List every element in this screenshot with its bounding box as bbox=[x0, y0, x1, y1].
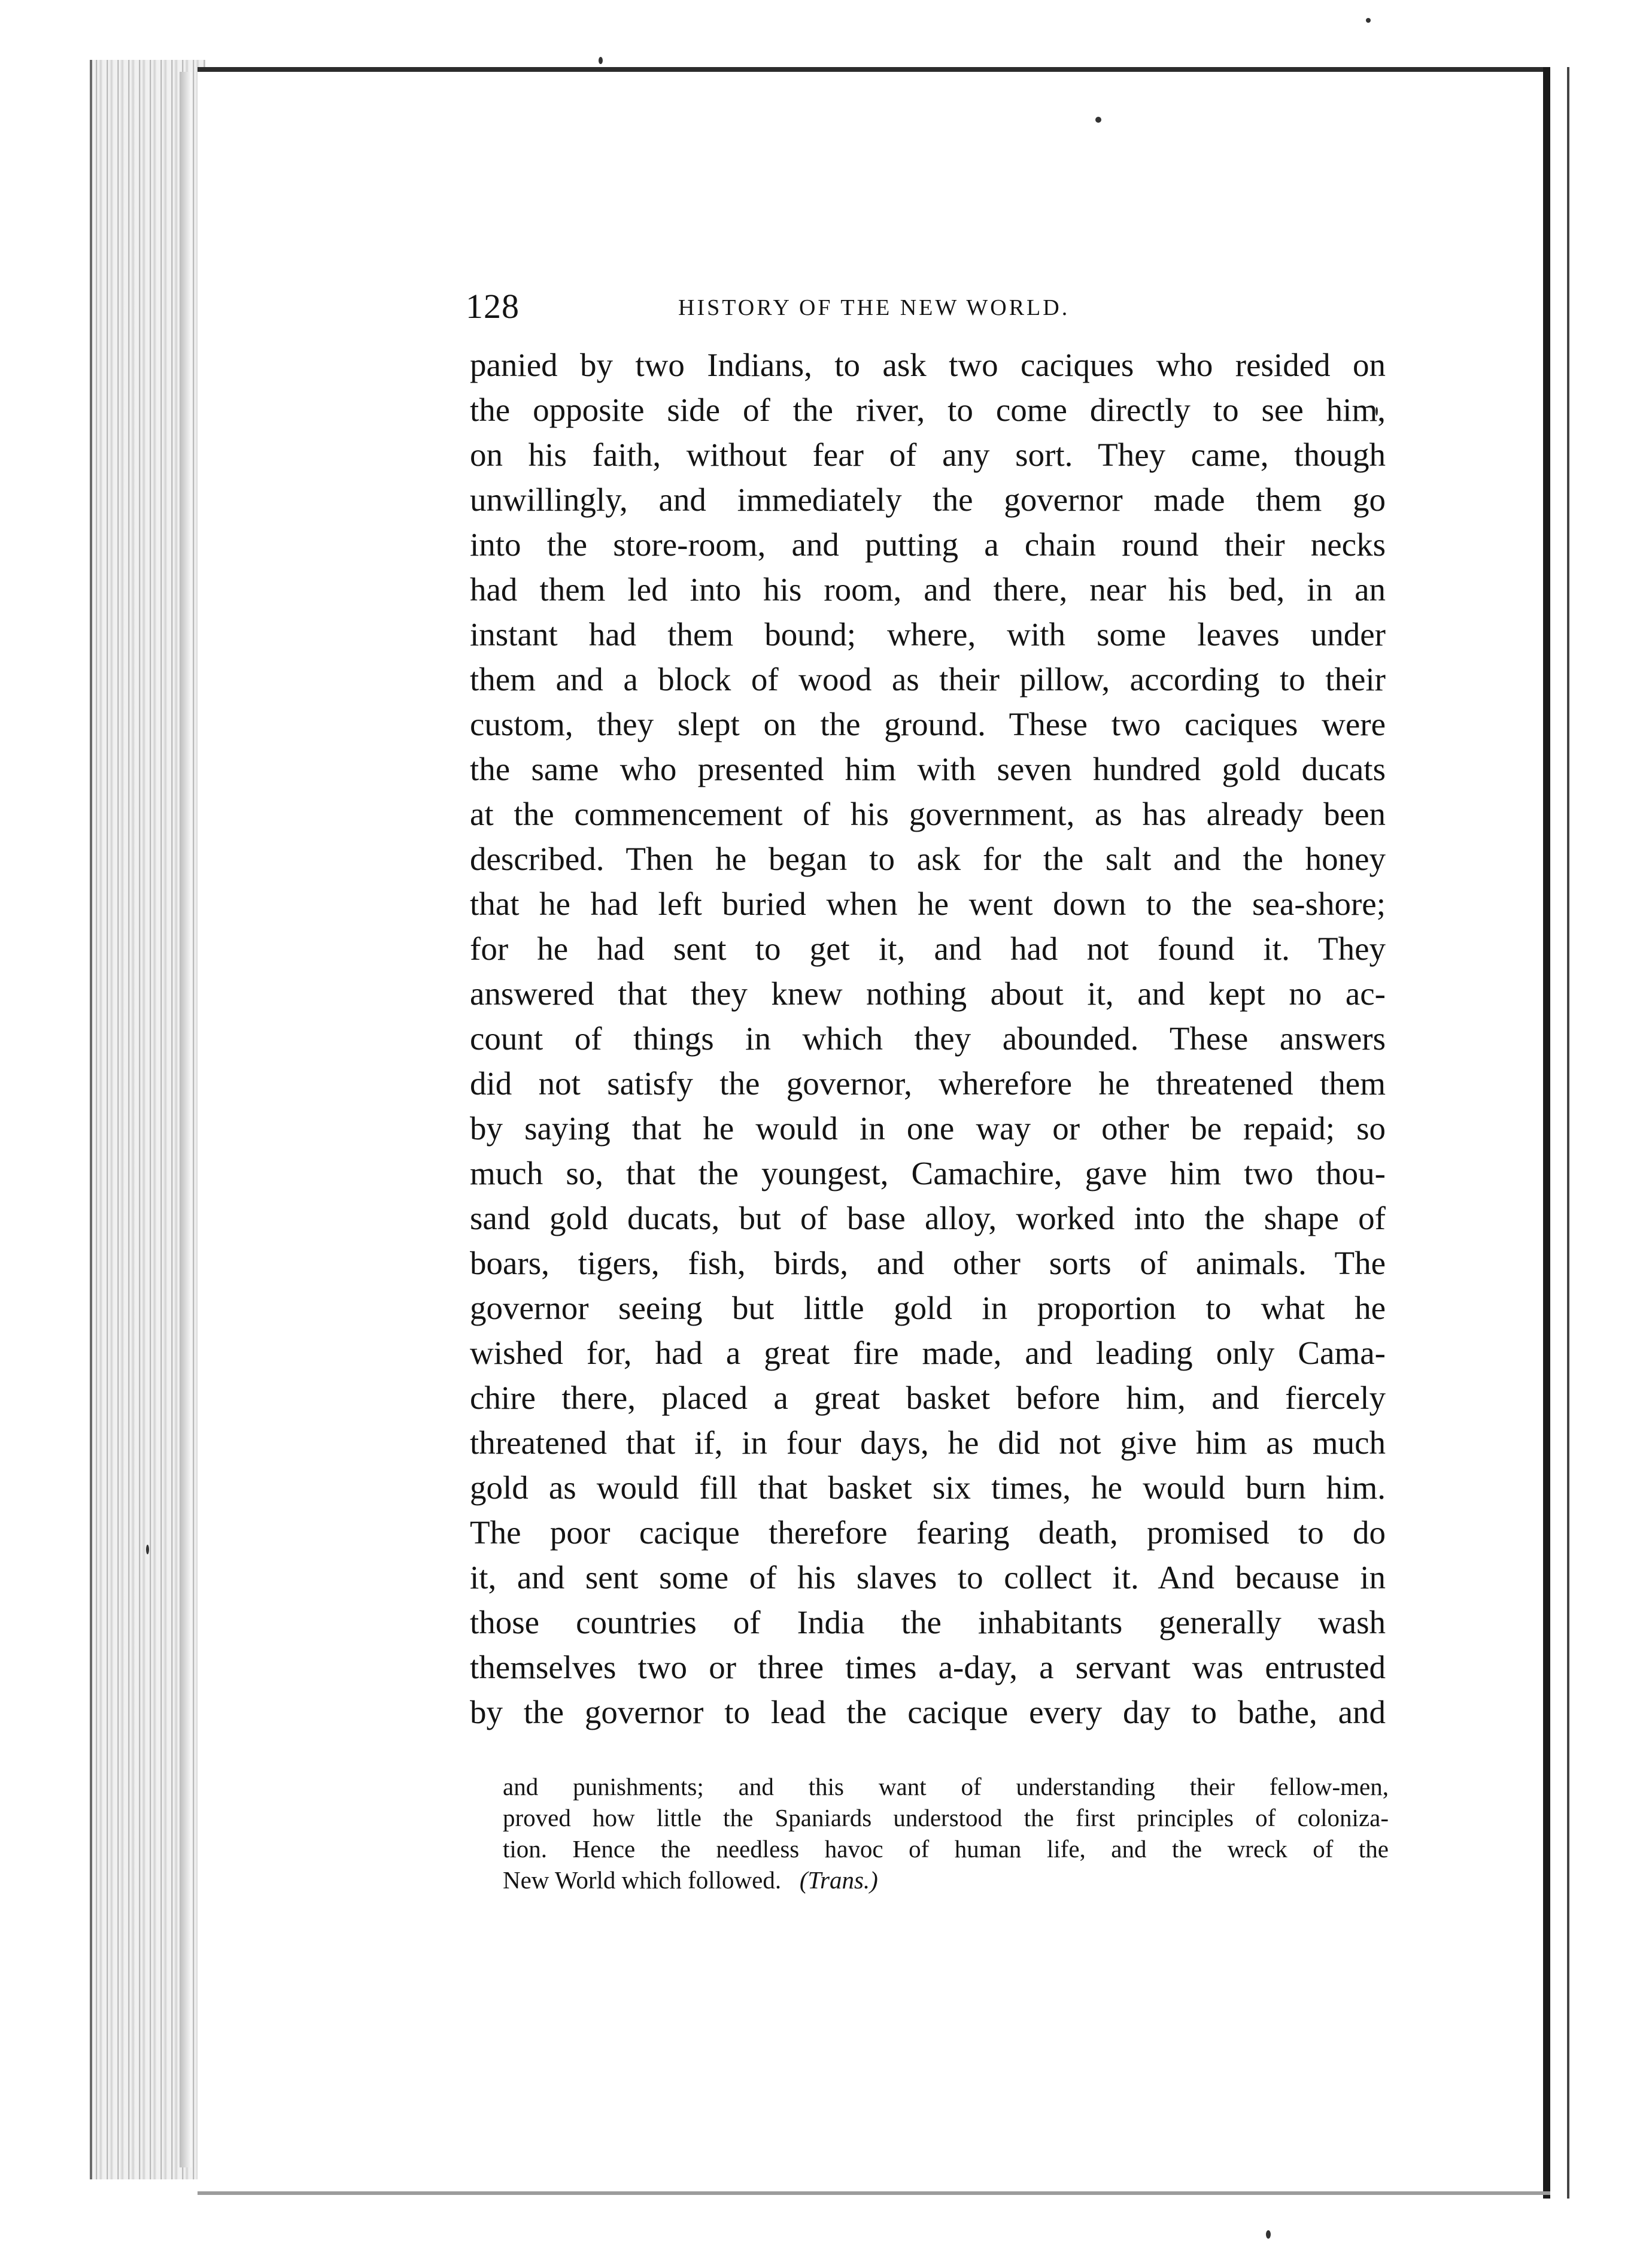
text-line: on his faith, without fear of any sort. They came, though bbox=[470, 436, 1386, 473]
text-line: described. Then he began to ask for the salt and the honey bbox=[470, 841, 1386, 877]
text-line: sand gold ducats, but of base alloy, worked into the shape of bbox=[470, 1200, 1386, 1236]
text-line: boars, tigers, fish, birds, and other sorts of animals. The bbox=[470, 1245, 1386, 1281]
text-line: much so, that the youngest, Camachire, gave him two thou- bbox=[470, 1155, 1386, 1191]
text-line: count of things in which they abounded. These answers bbox=[470, 1020, 1386, 1057]
running-head bbox=[466, 286, 1142, 334]
body-text bbox=[470, 342, 1386, 1735]
text-line: answered that they knew nothing about it, and kept no ac- bbox=[470, 975, 1386, 1012]
page-gutter-shadow bbox=[180, 72, 192, 2167]
text-line: at the commencement of his government, as has already been bbox=[470, 796, 1386, 832]
text-line: did not satisfy the governor, wherefore he threatened them bbox=[470, 1065, 1386, 1102]
text-line: by saying that he would in one way or other be repaid; so bbox=[470, 1110, 1386, 1147]
footnote bbox=[503, 1771, 1389, 1896]
text-line: panied by two Indians, to ask two caciques who resided on bbox=[470, 347, 1386, 383]
page-bottom-edge bbox=[198, 2191, 1550, 2195]
translator-attribution: (Trans.) bbox=[799, 1866, 878, 1894]
text-line: for he had sent to get it, and had not found it. They bbox=[470, 930, 1386, 967]
page-number: 128 bbox=[466, 287, 520, 326]
footnote-line: proved how little the Spaniards understood the first principles of coloniza- bbox=[503, 1804, 1389, 1832]
text-line: governor seeing but little gold in proportion to what he bbox=[470, 1290, 1386, 1326]
text-line: wished for, had a great fire made, and leading only Cama- bbox=[470, 1335, 1386, 1371]
book-edge-right bbox=[1543, 67, 1550, 2199]
next-page-edge-line bbox=[1567, 67, 1569, 2199]
text-line: gold as would fill that basket six times, he would burn him. bbox=[470, 1469, 1386, 1506]
text-line: instant had them bound; where, with some leaves under bbox=[470, 616, 1386, 653]
text-line: custom, they slept on the ground. These two caciques were bbox=[470, 706, 1386, 742]
text-line: those countries of India the inhabitants generally wash bbox=[470, 1604, 1386, 1641]
footnote-line: tion. Hence the needless havoc of human life, and the wreck of the bbox=[503, 1835, 1389, 1863]
text-line: chire there, placed a great basket before him, and fiercely bbox=[470, 1379, 1386, 1416]
text-line: themselves two or three times a-day, a servant was entrusted bbox=[470, 1649, 1386, 1685]
text-line: The poor cacique therefore fearing death, promised to do bbox=[470, 1514, 1386, 1551]
footnote-line-text: New World which followed. bbox=[503, 1866, 782, 1894]
footnote-line: and punishments; and this want of understanding their fellow-men, bbox=[503, 1773, 1389, 1800]
text-line: had them led into his room, and there, near his bed, in an bbox=[470, 571, 1386, 608]
text-line: them and a block of wood as their pillow, according to their bbox=[470, 661, 1386, 698]
text-line: it, and sent some of his slaves to collect it. And because in bbox=[470, 1559, 1386, 1596]
text-line: threatened that if, in four days, he did not give him as much bbox=[470, 1424, 1386, 1461]
next-page-strip bbox=[1550, 67, 1652, 2199]
running-title: HISTORY OF THE NEW WORLD. bbox=[678, 295, 1070, 320]
text-line: into the store-room, and putting a chain round their necks bbox=[470, 526, 1386, 563]
text-line: the opposite side of the river, to come directly to see him, bbox=[470, 392, 1386, 428]
text-line: by the governor to lead the cacique every day to bathe, and bbox=[470, 1694, 1386, 1730]
text-line: unwillingly, and immediately the governor made them go bbox=[470, 481, 1386, 518]
footnote-last-line bbox=[503, 1864, 1389, 1896]
text-line: that he had left buried when he went down to the sea-shore; bbox=[470, 886, 1386, 922]
text-line: the same who presented him with seven hundred gold ducats bbox=[470, 751, 1386, 787]
